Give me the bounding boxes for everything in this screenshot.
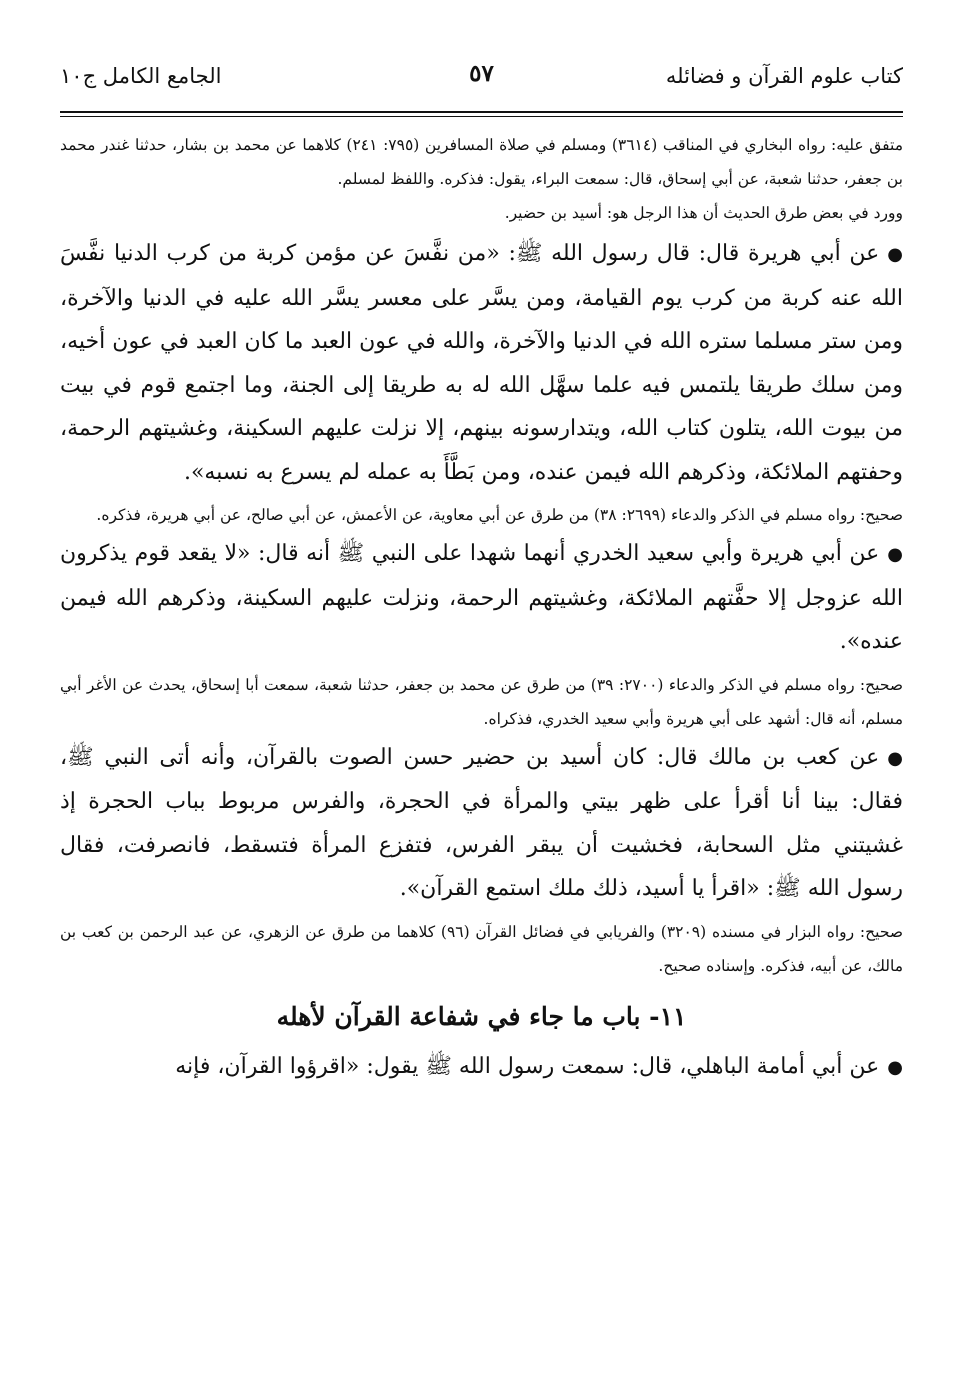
takhrij-note: متفق عليه: رواه البخاري في المناقب (٣٦١٤) ومسلم في صلاة المسافرين (٧٩٥: ٢٤١) كلاهما عن محمد بن بشار، حدثنا غندر محمد بن جعفر، حدثنا شعبة، عن أبي إسحاق، قال: سمعت البراء، يقول: فذكره. واللفظ لمسلم.	[60, 136, 903, 188]
volume-label: الجامع الكامل ج١٠	[60, 64, 222, 88]
hadith-text: عن أبي أمامة الباهلي، قال: سمعت رسول الله ﷺ يقول: «اقرؤوا القرآن، فإنه	[175, 1053, 880, 1079]
page-body	[60, 128, 903, 1093]
header-rule-thin	[60, 116, 903, 117]
page-header	[60, 58, 903, 108]
hadith-text: عن أبي هريرة وأبي سعيد الخدري أنهما شهدا على النبي ﷺ أنه قال: «لا يقعد قوم يذكرون الله عزوجل إلا حفَّتهم الملائكة، وغشيتهم الرحمة، ونزلت عليهم السكينة، وذكرهم الله فيمن عنده».	[60, 541, 903, 654]
book-title: كتاب علوم القرآن و فضائله	[665, 64, 903, 88]
remark: وورد في بعض طرق الحديث أن هذا الرجل هو: أسيد بن حضير.	[504, 204, 903, 222]
hadith-paragraph	[60, 1045, 903, 1090]
takhrij-note: صحيح: رواه مسلم في الذكر والدعاء (٢٧٠٠: ٣٩) من طرق عن محمد بن جعفر، حدثنا شعبة، سمعت أبا إسحاق، يحدث عن الأغر أبي مسلم، أنه قال: أشهد على أبي هريرة وأبي سعيد الخدري، فذكراه.	[60, 675, 903, 728]
header-rule	[60, 111, 903, 113]
takhrij-note: صحيح: رواه البزار في مسنده (٣٢٠٩) والفريابي في فضائل القرآن (٩٦) كلاهما من طرق عن الزهري، عن عبد الرحمن بن كعب بن مالك، عن أبيه، فذكره. وإسناده صحيح.	[60, 922, 903, 975]
hadith-text: عن أبي هريرة قال: قال رسول الله ﷺ: «من نفَّسَ عن مؤمن كربة من كرب الدنيا نفَّسَ الله عنه كربة من كرب يوم القيامة، ومن يسَّر على معسر يسَّر الله عليه في الدنيا والآخرة، ومن ستر مسلما ستره الله في الدنيا والآخرة، والله في عون العبد ما كان العبد في عون أخيه، ومن سلك طريقا يلتمس فيه علما سهَّل الله له به طريقا إلى الجنة، وما اجتمع قوم في بيت من بيوت الله، يتلون كتاب الله، ويتدارسونه بينهم، إلا نزلت عليهم السكينة، وغشيتهم الرحمة، وحفتهم الملائكة، وذكرهم الله فيمن عنده، ومن بَطَّأَ به عمله لم يسرع به نسبه».	[60, 241, 903, 485]
chapter-heading: ١١- باب ما جاء في شفاعة القرآن لأهله	[276, 1001, 687, 1031]
bullet-icon: ●	[887, 1056, 903, 1078]
hadith-text: عن كعب بن مالك قال: كان أسيد بن حضير حسن الصوت بالقرآن، وأنه أتى النبي ﷺ، فقال: بينا أنا أقرأ على ظهر بيتي والمرأة في الحجرة، والفرس مربوط بباب الحجرة إذ غشيتني مثل السحابة، فخشيت أن يبقر الفرس، فتفزع المرأة فتسقط، فانصرفت، فقال رسول الله ﷺ: «اقرأ يا أسيد، ذلك ملك استمع القرآن».	[60, 744, 903, 901]
page-number: ٥٧	[469, 60, 494, 87]
hadith-paragraph	[60, 232, 903, 494]
hadith-paragraph	[60, 532, 903, 664]
takhrij-note: صحيح: رواه مسلم في الذكر والدعاء (٢٦٩٩: ٣٨) من طرق عن أبي معاوية، عن الأعمش، عن أبي صالح، عن أبي هريرة، فذكره.	[96, 506, 903, 524]
bullet-icon: ●	[887, 544, 903, 565]
hadith-paragraph	[60, 736, 903, 911]
bullet-icon: ●	[887, 244, 903, 265]
bullet-icon: ●	[887, 747, 903, 769]
